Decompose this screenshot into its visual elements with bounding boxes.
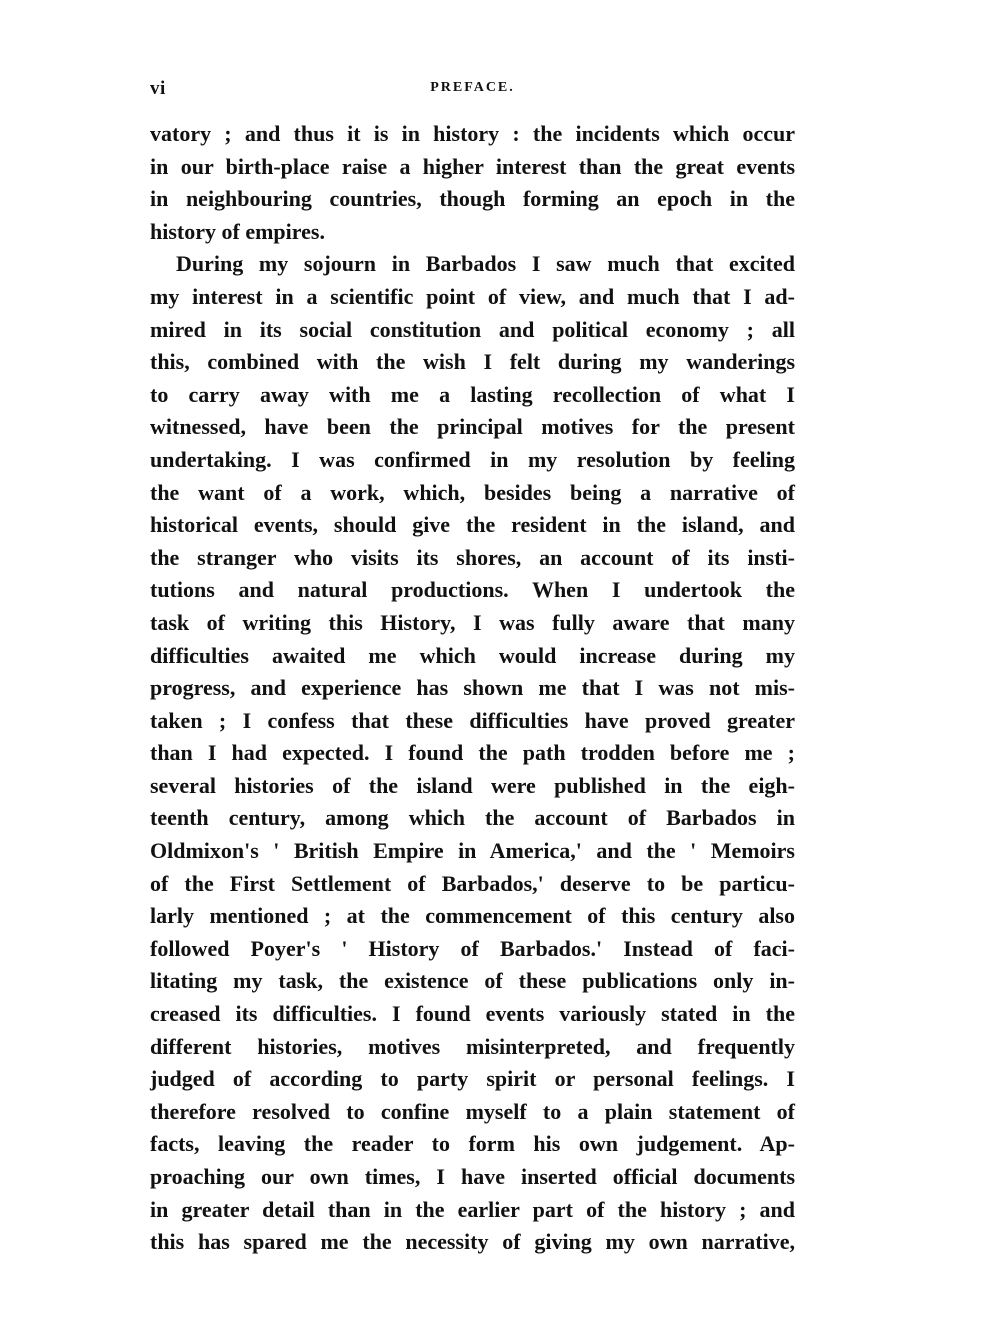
text-line: During my sojourn in Barbados I saw much that excited (176, 251, 795, 277)
running-head: PREFACE. (430, 80, 515, 95)
text-line: larly mentioned ; at the commencement of this century also (150, 903, 795, 929)
text-line: followed Poyer's ' History of Barbados.' Instead of faci- (150, 935, 795, 961)
text-line: teenth century, among which the account of Barbados in (150, 805, 795, 831)
text-line: several histories of the island were published in the eigh- (150, 772, 795, 798)
text-line: facts, leaving the reader to form his own judgement. Ap- (150, 1131, 795, 1157)
text-line: to carry away with me a lasting recollection of what I (150, 381, 795, 407)
text-line: historical events, should give the resident in the island, and (150, 512, 795, 538)
text-line: task of writing this History, I was fully aware that many (150, 609, 795, 635)
text-line: in our birth-place raise a higher interest than the great events (150, 153, 795, 179)
text-line: taken ; I confess that these difficulties have proved greater (150, 707, 795, 733)
text-line: proaching our own times, I have inserted official documents (150, 1164, 795, 1189)
text-line: different histories, motives misinterpreted, and frequently (150, 1033, 795, 1059)
text-line: in greater detail than in the earlier part of the history ; and (150, 1196, 795, 1222)
text-line: witnessed, have been the principal motives for the present (150, 414, 795, 440)
text-line: this, combined with the wish I felt during my wanderings (150, 349, 795, 375)
page-number: vi (150, 78, 166, 99)
text-line: difficulties awaited me which would increase during my (150, 642, 795, 668)
text-line: of the First Settlement of Barbados,' deserve to be particu- (150, 870, 795, 896)
text-line: progress, and experience has shown me that I was not mis- (150, 675, 795, 701)
text-line: history of empires. (150, 218, 325, 244)
text-line: my interest in a scientific point of view, and much that I ad- (150, 283, 795, 309)
text-line: litating my task, the existence of these publications only in- (150, 968, 795, 994)
text-line: Oldmixon's ' British Empire in America,' and the ' Memoirs (150, 838, 795, 864)
text-line: tutions and natural productions. When I undertook the (150, 577, 795, 603)
text-line: in neighbouring countries, though forming an epoch in the (150, 186, 795, 212)
text-line: creased its difficulties. I found events variously stated in the (150, 1001, 795, 1027)
text-line: mired in its social constitution and political economy ; all (150, 316, 795, 342)
text-line: judged of according to party spirit or personal feelings. I (150, 1066, 795, 1092)
text-line: the stranger who visits its shores, an account of its insti- (150, 544, 795, 570)
text-line: vatory ; and thus it is in history : the incidents which occur (150, 121, 795, 146)
text-line: therefore resolved to confine myself to a plain statement of (150, 1098, 795, 1124)
body-text (150, 118, 795, 1259)
text-line: undertaking. I was confirmed in my resolution by feeling (150, 446, 795, 472)
page-header (150, 78, 795, 106)
text-line: this has spared me the necessity of giving my own narrative, (150, 1229, 795, 1255)
text-line: than I had expected. I found the path trodden before me ; (150, 740, 795, 766)
text-line: the want of a work, which, besides being a narrative of (150, 479, 795, 505)
